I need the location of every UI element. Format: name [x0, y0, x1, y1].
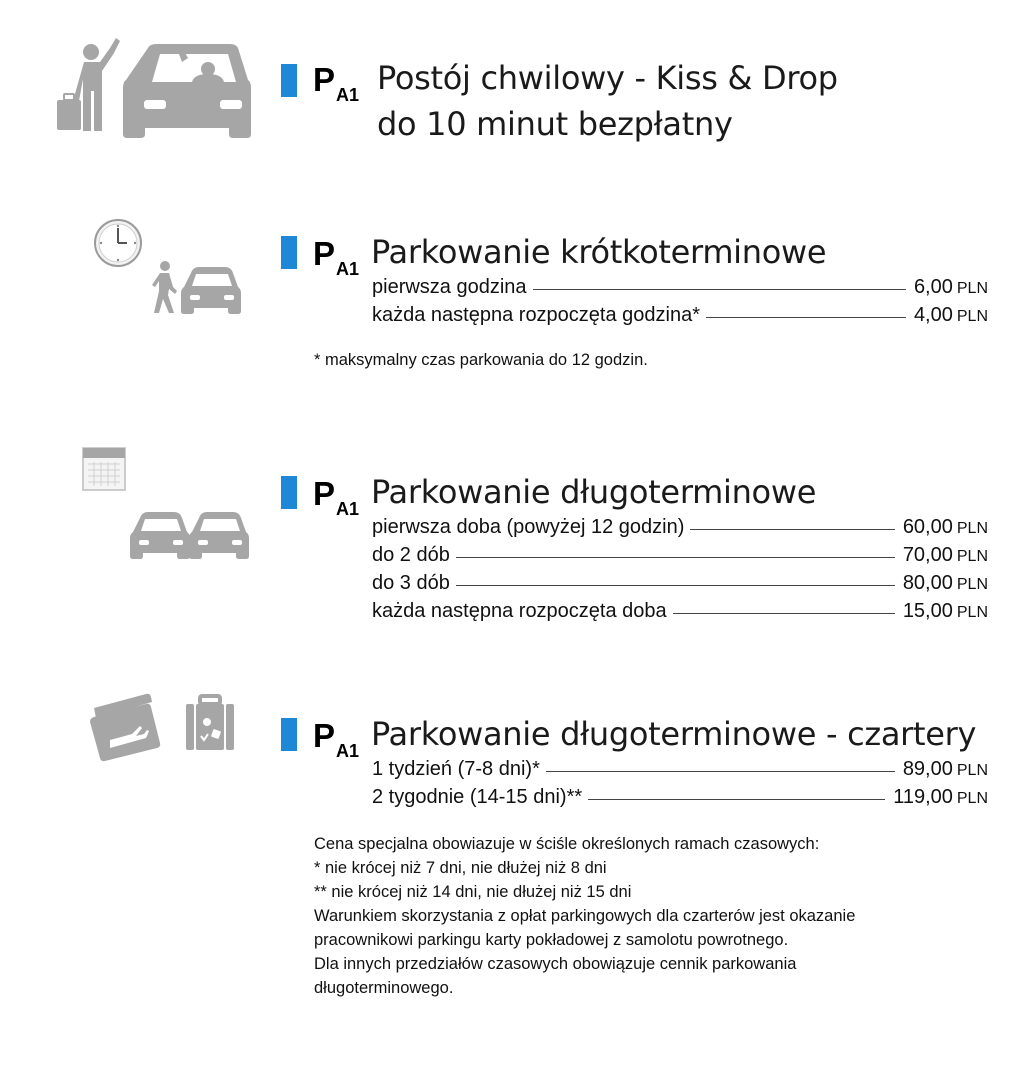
note-line: Dla innych przedziałów czasowych obowiązuje cennik parkowania — [314, 955, 797, 973]
footnote: * maksymalny czas parkowania do 12 godzin. — [314, 351, 648, 369]
price-value: 15,00 PLN — [902, 600, 988, 622]
charter-icons — [88, 692, 252, 764]
price-label: każda następna rozpoczęta doba — [372, 600, 667, 622]
long-term-header — [281, 473, 981, 519]
price-label: do 3 dób — [372, 572, 450, 594]
price-value: 119,00 PLN — [893, 786, 988, 808]
short-term-price-list — [372, 276, 988, 332]
price-row — [372, 786, 988, 814]
kiss-drop-header — [281, 59, 981, 152]
clock-icon — [95, 220, 141, 266]
price-row — [372, 758, 988, 786]
price-label: 2 tygodnie (14-15 dni)** — [372, 786, 583, 808]
charter-notes — [314, 832, 855, 1000]
price-value: 70,00 PLN — [902, 544, 988, 566]
section-title-line-1: Postój chwilowy - Kiss & Drop — [377, 59, 838, 97]
boarding-pass-icon — [90, 694, 160, 761]
leader-line — [588, 799, 885, 800]
accent-bar — [281, 236, 297, 269]
suitcase-icon — [186, 696, 234, 750]
leader-line — [673, 613, 895, 614]
leader-line — [706, 317, 906, 318]
price-value: 60,00 PLN — [902, 516, 988, 538]
short-term-header — [281, 233, 981, 279]
person-with-suitcase-icon — [57, 38, 120, 131]
car-icon — [181, 267, 241, 314]
section-title: Parkowanie długoterminowe - czartery — [371, 715, 977, 753]
note-line: ** nie krócej niż 14 dni, nie dłużej niż 15 dni — [314, 883, 632, 901]
leader-line — [456, 585, 895, 586]
kiss-drop-icons — [56, 38, 251, 150]
long-term-price-list — [372, 516, 988, 628]
price-label: 1 tydzień (7-8 dni)* — [372, 758, 540, 780]
charter-header — [281, 715, 981, 761]
price-label: do 2 dób — [372, 544, 450, 566]
accent-bar — [281, 718, 297, 751]
price-row — [372, 600, 988, 628]
parking-sign: $P_{A1}$ — [313, 61, 360, 105]
short-term-icons — [92, 218, 244, 318]
price-value: 80,00 PLN — [902, 572, 988, 594]
calendar-icon — [83, 448, 125, 490]
accent-bar — [281, 64, 297, 97]
price-value: 6,00 PLN — [913, 276, 988, 298]
leader-line — [546, 771, 895, 772]
note-line: Cena specjalna obowiazuje w ściśle określonych ramach czasowych: — [314, 835, 820, 853]
price-row — [372, 276, 988, 304]
price-row — [372, 572, 988, 600]
price-label: pierwsza doba (powyżej 12 godzin) — [372, 516, 685, 538]
parking-sign: $P_{A1}$ — [313, 475, 360, 519]
section-title: Parkowanie długoterminowe — [371, 473, 817, 511]
leader-line — [456, 557, 895, 558]
parking-sign: $P_{A1}$ — [313, 235, 360, 279]
price-row — [372, 544, 988, 572]
walking-person-icon — [152, 261, 177, 313]
price-label: każda następna rozpoczęta godzina* — [372, 304, 701, 326]
price-row — [372, 304, 988, 332]
price-label: pierwsza godzina — [372, 276, 527, 298]
leader-line — [690, 529, 894, 530]
note-line: długoterminowego. — [314, 979, 454, 997]
price-value: 4,00 PLN — [913, 304, 988, 326]
car-with-driver-icon — [123, 44, 251, 138]
price-row — [372, 516, 988, 544]
note-line: Warunkiem skorzystania z opłat parkingowych dla czarterów jest okazanie — [314, 907, 856, 925]
note-line: * nie krócej niż 7 dni, nie dłużej niż 8 dni — [314, 859, 607, 877]
leader-line — [533, 289, 906, 290]
long-term-icons — [82, 446, 254, 564]
accent-bar — [281, 476, 297, 509]
section-title-line-2: do 10 minut bezpłatny — [377, 105, 733, 143]
car-icon — [130, 512, 190, 559]
note-line: pracownikowi parkingu karty pokładowej z samolotu powrotnego. — [314, 931, 789, 949]
price-value: 89,00 PLN — [902, 758, 988, 780]
parking-sign: $P_{A1}$ — [313, 717, 360, 761]
section-title: Parkowanie krótkoterminowe — [371, 233, 827, 271]
charter-price-list — [372, 758, 988, 814]
car-icon — [189, 512, 249, 559]
